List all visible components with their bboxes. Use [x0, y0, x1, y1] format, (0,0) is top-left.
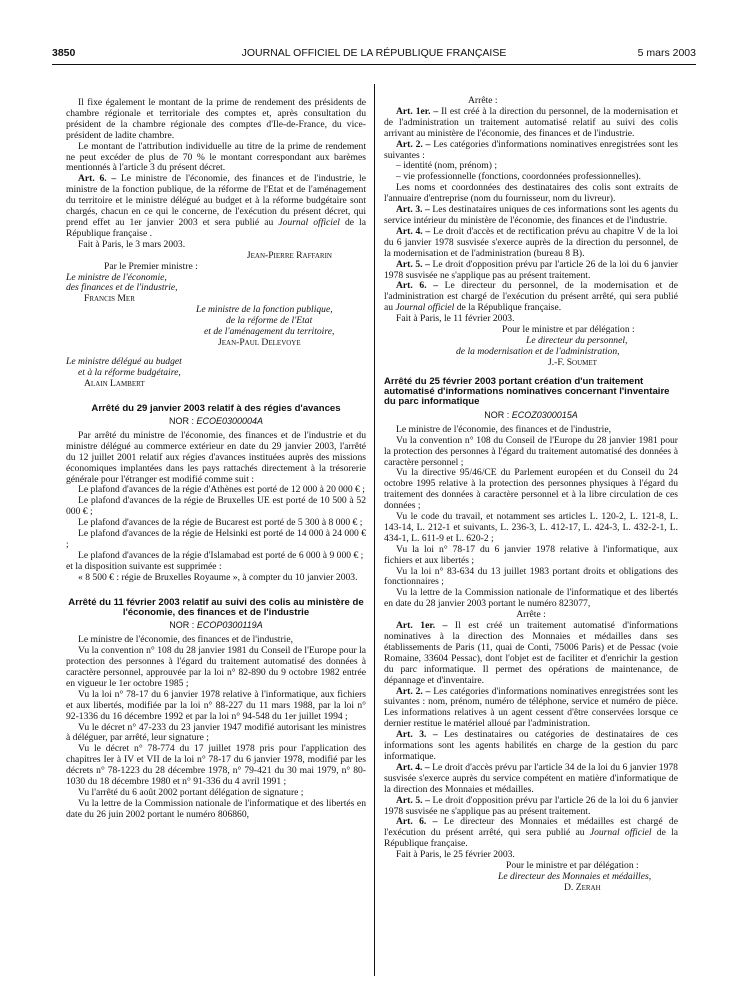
minister-title: de la réforme de l'Etat	[226, 315, 313, 327]
signature-pm: Jean-Pierre Raffarin	[246, 249, 332, 261]
article-3	[384, 205, 678, 227]
fait-line: Fait à Paris, le 3 mars 2003.	[78, 238, 186, 250]
arrete-title: Arrêté du 25 février 2003 portant création d'un traitement automatisé d'informations nominatives concernant l'inventaire du parc informatique	[384, 375, 670, 408]
nor-label: NOR :	[484, 409, 512, 420]
article-label: Art. 6. –	[78, 173, 117, 185]
article-label: Art. 4. –	[396, 225, 431, 237]
signature-delevoye: Jean-Paul Delevoye	[218, 336, 301, 348]
article-text: Le droit d'opposition prévu par l'article 26 de la loi du 6 janvier 1978 susvisée ne s'applique pas au présent traitement.	[384, 794, 678, 817]
paragraph: Vu la convention n° 108 du 28 janvier 1981 du Conseil de l'Europe pour la protection des personnes à l'égard du traitement automatisé des données à caractère personnel, approuvée par la loi n° 82-890 du 9 octobre 1982 entrée en vigueur le 1er octobre 1985 ;	[66, 645, 366, 689]
minister-title: et de l'aménagement du territoire,	[204, 326, 335, 338]
page-header	[52, 47, 696, 63]
column-divider	[374, 84, 375, 976]
article-text: Le droit d'accès prévu par l'article 34 de la loi du 6 janvier 1978 susvisée s'exerce auprès du service compétent en matière d'informatique de la direction des Monnaies et médailles.	[384, 761, 678, 795]
article-text: Le droit d'opposition prévu par l'article 26 de la loi du 6 janvier 1978 susvisée ne s'applique pas au présent traitement.	[384, 258, 678, 281]
paragraph: Vu la directive 95/46/CE du Parlement européen et du Conseil du 24 octobre 1995 relative à la protection des personnes physiques à l'égard du traitement des données à caractère personnel et à la libre circulation de ces données ;	[384, 467, 678, 512]
signature-soumet: J.-F. Soumet	[548, 356, 597, 368]
list-item: – vie professionnelle (fonctions, coordonnées professionnelles).	[396, 171, 641, 183]
paragraph: Le montant de l'attribution individuelle au titre de la prime de rendement ne peut excéder de plus de 70 % le montant correspondant aux barèmes mentionnés à l'article 3 du présent décret.	[66, 140, 366, 174]
arrete-keyword: Arrête :	[468, 95, 498, 106]
paragraph: Par arrêté du ministre de l'économie, des finances et de l'industrie et du ministre délégué au commerce extérieur en date du 29 janvier 2003, l'arrêté du 12 juillet 2001 relatif aux régies d'avances instituées auprès des missions économiques implantées dans les pays rattachés directement à la trésorerie générale pour l'étranger est modifié comme suit :	[66, 429, 366, 485]
nor-code: ECOZ0300015A	[511, 409, 578, 420]
minister-title: Le ministre de la fonction publique,	[196, 304, 333, 316]
article-3	[384, 730, 678, 763]
pour-ministre: Pour le ministre et par délégation :	[502, 324, 635, 336]
article-2	[384, 687, 678, 731]
article-text: Les destinataires ou catégories de destinataires de ces informations sont les agents habilités en charge de la gestion du parc informatique.	[384, 729, 678, 762]
minister-title: Le ministre délégué au budget	[66, 355, 182, 367]
journal-ref: Journal officiel	[278, 216, 340, 228]
journal-title: JOURNAL OFFICIEL DE LA RÉPUBLIQUE FRANÇAISE	[241, 47, 507, 59]
fait-line: Fait à Paris, le 25 février 2003.	[396, 849, 515, 861]
article-text: Il est créé à la direction du personnel, de la modernisation et de l'administration un traitement automatisé relatif au suivi des colis arrivant au ministère de l'économie, des finances et de l'industrie.	[384, 105, 678, 139]
paragraph: Il fixe également le montant de la prime de rendement des présidents de chambre régionale et territoriale des comptes et, après consultation du président de la chambre régionale des comptes d'Ile-de-France, du vice-président de ladite chambre.	[66, 97, 366, 141]
paragraph: Vu la loi n° 83-634 du 13 juillet 1983 portant droits et obligations des fonctionnaires ;	[384, 565, 678, 588]
article-4	[384, 763, 678, 796]
article-label: Art. 3. –	[396, 729, 438, 741]
paragraph: « 8 500 € : régie de Bruxelles Royaume », à compter du 10 janvier 2003.	[78, 571, 358, 583]
director-title: de la modernisation et de l'administration,	[456, 345, 620, 357]
list-item: – identité (nom, prénom) ;	[396, 160, 497, 172]
article-label: Art. 6. –	[396, 280, 439, 292]
article-5	[384, 796, 678, 818]
paragraph: Vu la convention n° 108 du Conseil de l'Europe du 28 janvier 1981 pour la protection des personnes à l'égard du traitement automatisé des données à caractère personnel ;	[384, 434, 678, 468]
paragraph: Le ministre de l'économie, des finances et de l'industrie,	[396, 423, 611, 435]
signature-lambert: Alain Lambert	[84, 377, 145, 389]
paragraph: Les noms et coordonnées des destinataires des colis sont extraits de l'annuaire d'entreprise (nom du fournisseur, nom du livreur).	[384, 182, 678, 205]
article-label: Art. 2. –	[396, 685, 431, 697]
article-6	[384, 817, 678, 850]
nor-label: NOR :	[168, 415, 197, 426]
article-label: Art. 6. –	[396, 816, 438, 828]
article-text: Le directeur des Monnaies et médailles est chargé de l'exécution du présent arrêté, qui sera publié au	[384, 816, 678, 839]
director-title: Le directeur du personnel,	[526, 334, 628, 346]
paragraph: Vu l'arrêté du 6 août 2002 portant délégation de signature ;	[78, 786, 304, 798]
article-6	[66, 174, 366, 239]
nor-code: ECOE0300004A	[196, 415, 264, 426]
article-label: Art. 1er. –	[396, 105, 439, 117]
pour-ministre: Pour le ministre et par délégation :	[506, 860, 639, 872]
paragraph: Le plafond d'avances de la régie de Helsinki est porté de 14 000 à 24 000 € ;	[66, 528, 366, 550]
article-label: Art. 5. –	[396, 258, 430, 270]
article-text: Le droit d'accès et de rectification prévu au chapitre V de la loi du 6 janvier 1978 susvisée s'exerce auprès de la direction du personnel, de la modernisation et de l'administration (bureau 8 B).	[384, 225, 678, 259]
page-number: 3850	[52, 47, 76, 59]
journal-ref: Journal officiel	[395, 302, 455, 314]
director-title: Le directeur des Monnaies et médailles,	[498, 870, 652, 882]
journal-ref: Journal officiel	[589, 827, 652, 839]
nor-code: ECOP0300119A	[196, 620, 263, 631]
paragraph: Vu le décret n° 47-233 du 23 janvier 1947 modifié autorisant les ministres à déléguer, par arrêté, leur signature ;	[66, 721, 366, 744]
nor-reference	[384, 410, 678, 421]
paragraph: Le ministre de l'économie, des finances et de l'industrie,	[78, 634, 293, 646]
nor-reference	[66, 416, 366, 427]
article-text-end: de la République française.	[454, 302, 562, 314]
article-text: Le directeur du personnel, de la modernisation et de l'administration est chargé de l'exécution du présent arrêté, qui sera publié au	[384, 280, 678, 314]
paragraph: Le plafond d'avances de la régie de Bruxelles UE est porté de 10 500 à 52 000 € ;	[66, 495, 366, 518]
signature-zerah: D. Zerah	[564, 881, 601, 893]
article-label: Art. 5. –	[396, 794, 430, 806]
nor-label: NOR :	[169, 620, 197, 631]
paragraph: Vu la lettre de la Commission nationale de l'informatique et des libertés en date du 28 janvier 2003 portant le numéro 823077,	[384, 587, 678, 610]
paragraph: Vu la lettre de la Commission nationale de l'informatique et des libertés en date du 26 juin 2002 portant le numéro 806860,	[66, 797, 366, 820]
article-label: Art. 4. –	[396, 761, 430, 773]
article-text-end: de la République française.	[384, 827, 678, 850]
fait-line: Fait à Paris, le 11 février 2003.	[396, 313, 515, 325]
article-6	[384, 281, 678, 314]
paragraph: Vu le décret n° 78-774 du 17 juillet 1978 pris pour l'application des chapitres Ier à IV et VII de la loi n° 78-17 du 6 janvier 1978, modifié par les décrets n° 78-1223 du 28 décembre 1978, n° 79-421 du 30 mai 1979, n° 80-1030 du 18 décembre 1980 et n° 91-336 du 4 avril 1991 ;	[66, 743, 366, 788]
article-text: Les destinataires uniques de ces informations sont les agents du service intérieur du ministère de l'économie, des finances et de l'industrie.	[384, 204, 678, 226]
article-text: Le ministre de l'économie, des finances et de l'industrie, le ministre de la fonction publique, de la réforme de l'Etat et de l'aménagement du territoire et le ministre délégué au budget et à la réforme budgétaire sont chargés, chacun en ce qui le concerne, de l'exécution du présent décret, qui prend effet au 1er janvier 2003 et sera publié au	[66, 173, 366, 228]
left-column	[66, 98, 366, 821]
signature-mer: Francis Mer	[84, 293, 135, 305]
paragraph: Vu la loi n° 78-17 du 6 janvier 1978 relative à l'informatique, aux fichiers et aux libertés, modifiée par la loi n° 88-227 du 11 mars 1988, par la loi n° 92-1336 du 16 décembre 1992 et par la loi n° 94-548 du 1er juillet 1994 ;	[66, 688, 366, 722]
arrete-keyword: Arrête :	[516, 609, 546, 621]
paragraph: et la disposition suivante est supprimée :	[66, 560, 222, 572]
arrete-title: Arrêté du 11 février 2003 relatif au suivi des colis au ministère de l'économie, des finances et de l'industrie	[68, 596, 364, 618]
article-1	[384, 621, 678, 686]
article-2	[384, 140, 678, 162]
minister-title: Le ministre de l'économie,	[66, 271, 167, 283]
article-text: Il est créé un traitement automatisé d'informations nominatives à la direction des Monnaies et médailles dans ses établissements de Paris (11, quai de Conti, 75006 Paris) et de Pessac (voie Romaine, 33604 Pessac), dont l'objet est de faciliter et d'enrichir la gestion du parc informatique. Il permet des opérations de maintenance, de dépannage et d'inventaire.	[384, 620, 678, 686]
paragraph: Vu la loi n° 78-17 du 6 janvier 1978 relative à l'informatique, aux fichiers et aux libertés ;	[384, 543, 678, 566]
article-4	[384, 227, 678, 260]
article-label: Art. 1er. –	[396, 620, 448, 632]
paragraph: Vu le code du travail, et notamment ses articles L. 120-2, L. 121-8, L. 143-14, L. 212-1 et suivants, L. 236-3, L. 412-17, L. 424-3, L. 432-2-1, L. 434-1, L. 611-9 et L. 620-2 ;	[384, 511, 678, 544]
article-text-end: de la République française .	[66, 216, 366, 239]
nor-reference	[66, 620, 366, 631]
minister-title: et à la réforme budgétaire,	[78, 366, 181, 378]
par-pm: Par le Premier ministre :	[104, 260, 198, 272]
article-text: Les catégories d'informations nominatives enregistrées sont les suivantes : nom, prénom, numéro de téléphone, service et numéro de pièce. Les informations relatives à un agent cessent d'être conservées lorsque ce dernier restitue le matériel alloué par l'administration.	[384, 685, 678, 730]
issue-date: 5 mars 2003	[637, 47, 696, 59]
right-column	[384, 96, 678, 894]
article-label: Art. 3. –	[396, 204, 430, 216]
article-1	[384, 107, 678, 140]
paragraph: Le plafond d'avances de la régie de Bucarest est porté de 5 300 à 8 000 € ;	[78, 517, 363, 529]
paragraph: Le plafond d'avances de la régie d'Athènes est porté de 12 000 à 20 000 € ;	[78, 484, 365, 496]
header-rule	[52, 64, 696, 65]
minister-title: des finances et de l'industrie,	[66, 282, 178, 294]
article-text: Les catégories d'informations nominatives enregistrées sont les suivantes :	[384, 138, 678, 161]
article-label: Art. 2. –	[396, 138, 431, 150]
paragraph: Le plafond d'avances de la régie d'Islamabad est porté de 6 000 à 9 000 € ;	[78, 549, 364, 561]
article-5	[384, 260, 678, 282]
arrete-title: Arrêté du 29 janvier 2003 relatif à des régies d'avances	[91, 402, 341, 414]
